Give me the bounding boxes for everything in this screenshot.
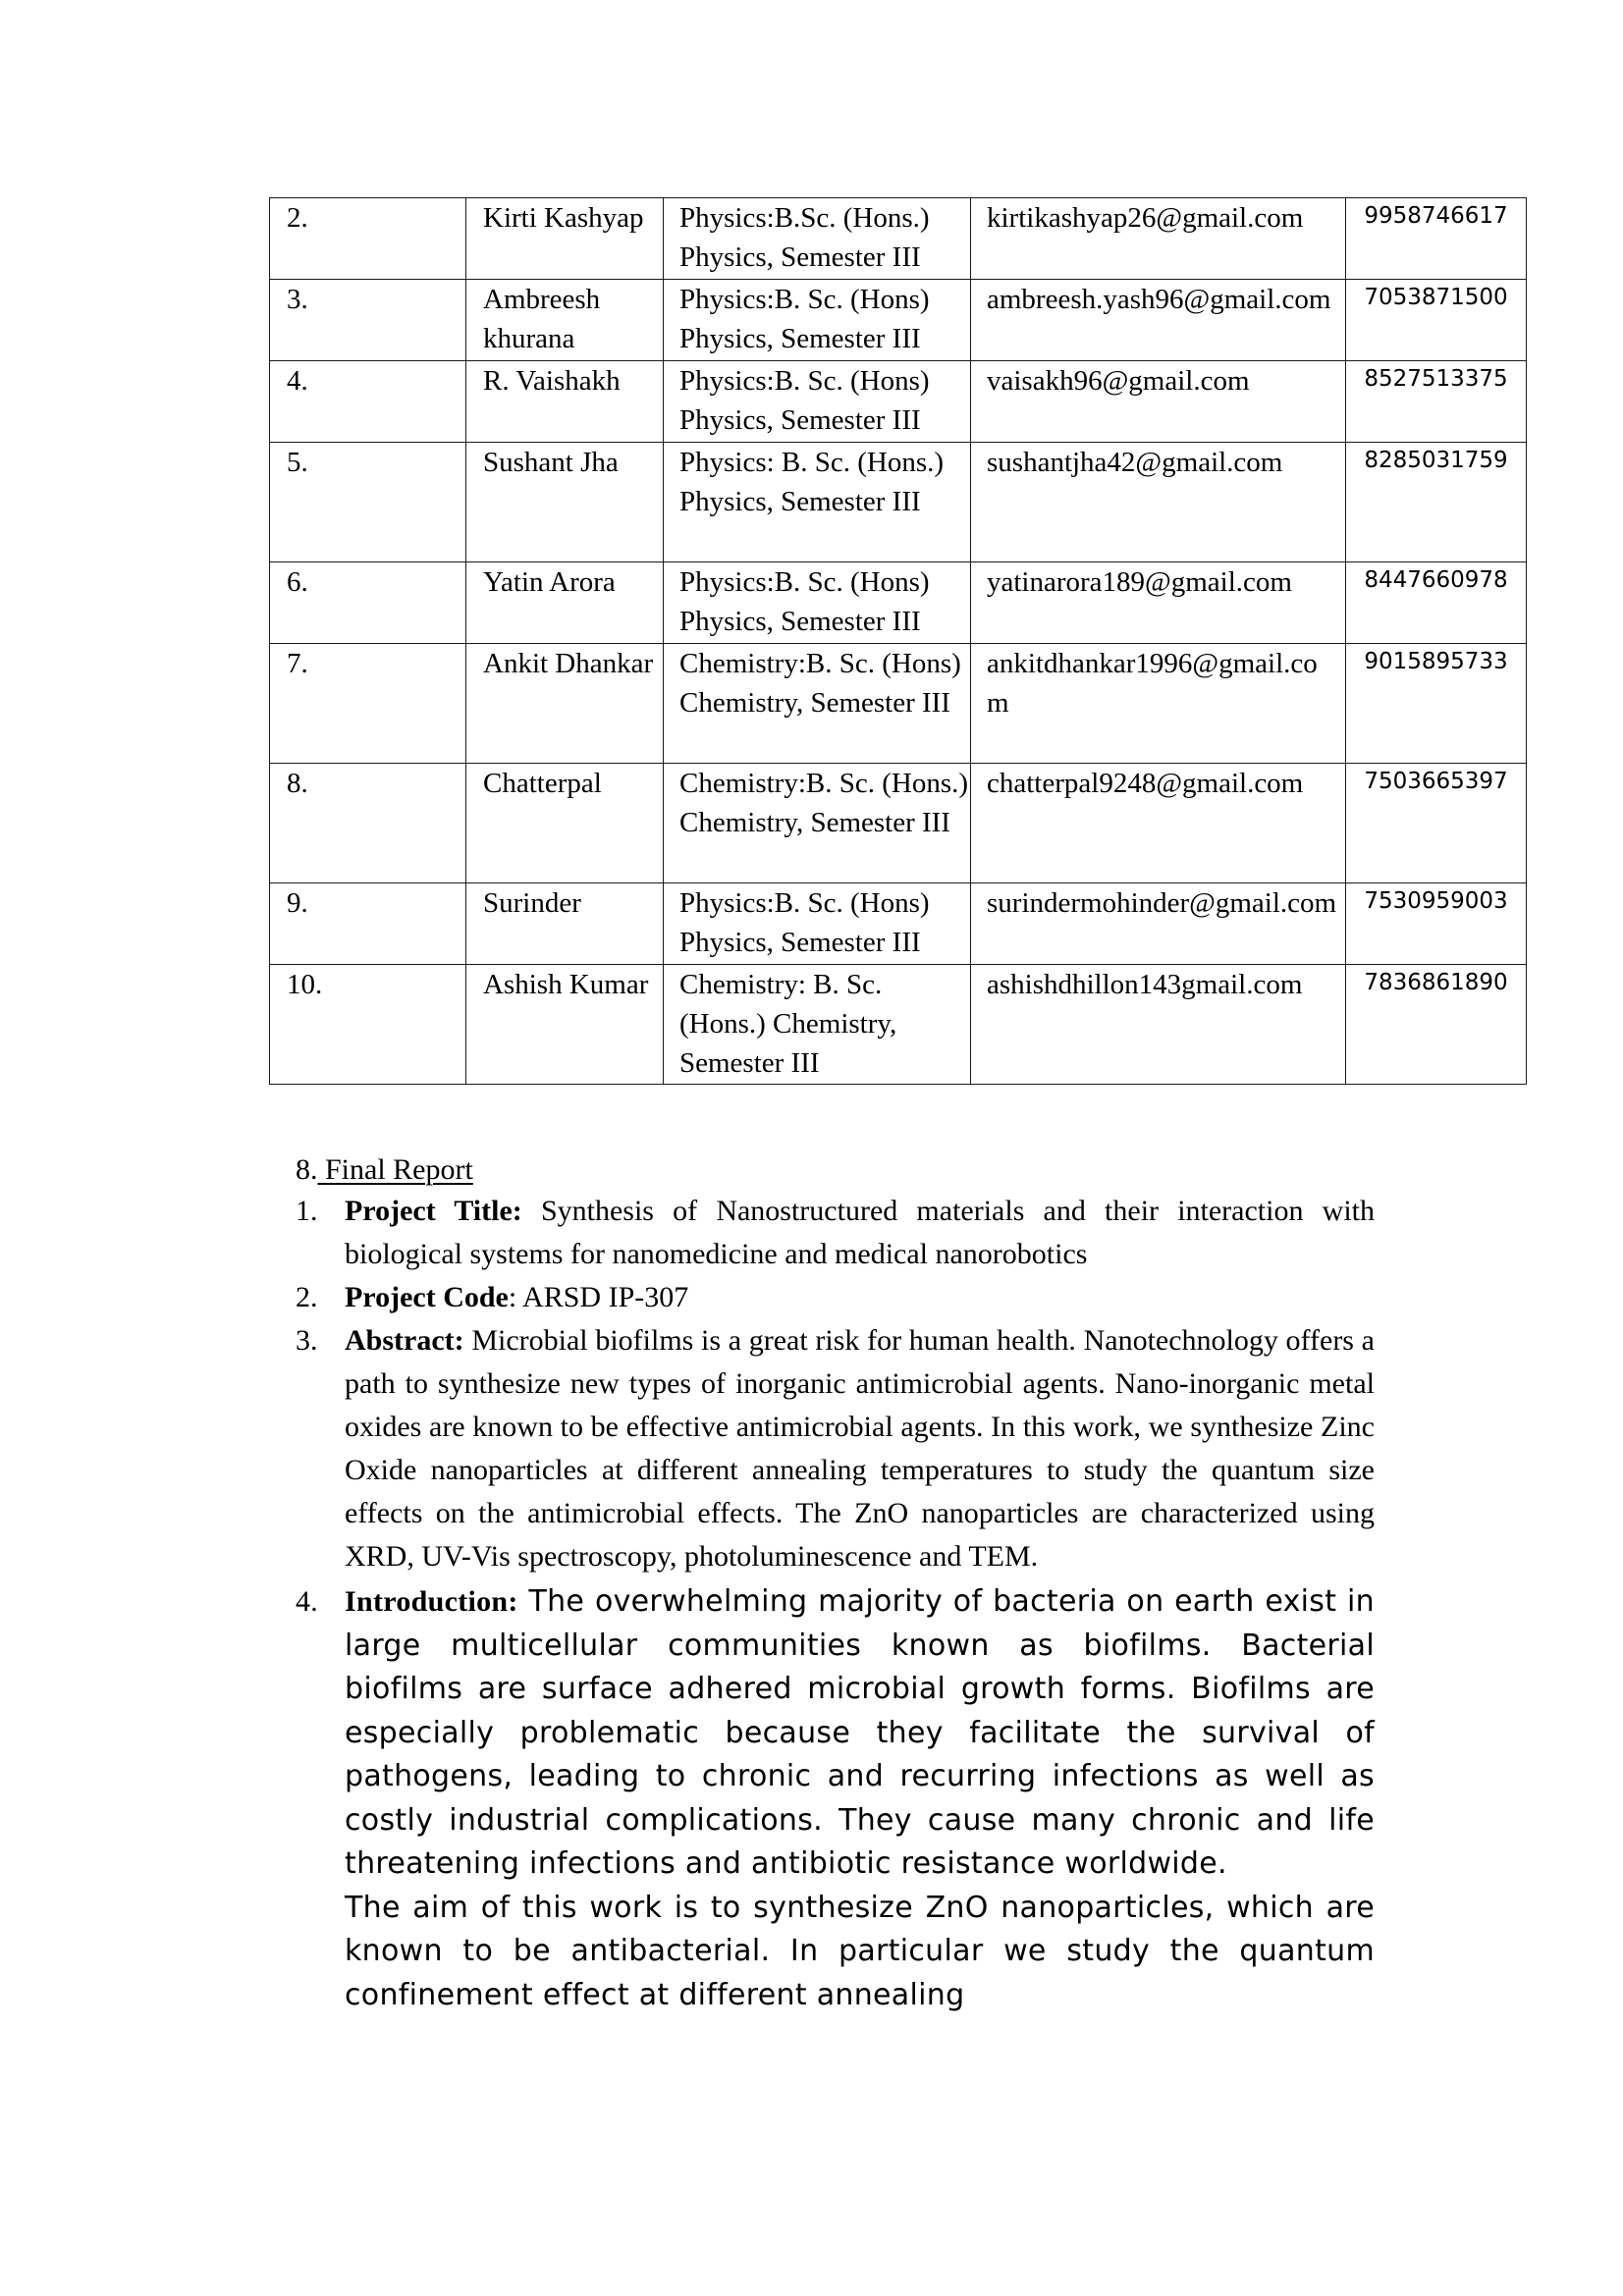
email-cell: kirtikashyap26@gmail.com [971, 198, 1346, 280]
abstract-text: Microbial biofilms is a great risk for human health. Nanotechnology offers a path to synthesize new types of inorganic antimicrobial agents. Nano-inorganic metal oxides are known to be effective antimicrobial agents. In this work, we synthesize Zinc Oxide nanoparticles at different annealing temperatures to study the quantum size effects on the antimicrobial effects. The ZnO nanoparticles are characterized using XRD, UV-Vis spectroscopy, photoluminescence and TEM. [345, 1324, 1375, 1573]
serial-number-cell: 9. [270, 883, 466, 965]
table-row [270, 562, 1527, 644]
item-label: Project Code [345, 1281, 509, 1313]
member-name-cell: Sushant Jha [466, 443, 664, 562]
member-name-cell: Kirti Kashyap [466, 198, 664, 280]
table-row [270, 443, 1527, 562]
table-row [270, 644, 1527, 764]
serial-number-cell: 5. [270, 443, 466, 562]
course-cell: Physics:B.Sc. (Hons.) Physics, Semester III [664, 198, 971, 280]
team-members-table [269, 197, 1527, 1085]
email-cell: ashishdhillon143gmail.com [971, 965, 1346, 1085]
phone-cell [1346, 764, 1527, 883]
phone-number: 8447660978 [1364, 567, 1508, 593]
email-cell: chatterpal9248@gmail.com [971, 764, 1346, 883]
item-number: 2. [296, 1281, 318, 1313]
introduction-aim-paragraph: The aim of this work is to synthesize ZnO nanoparticles, which are known to be antibacterial. In particular we study the quantum confinement effect at different annealing [345, 1890, 1375, 2012]
course-cell: Chemistry:B. Sc. (Hons.) Chemistry, Semester III [664, 764, 971, 883]
email-cell: yatinarora189@gmail.com [971, 562, 1346, 644]
serial-number-cell: 3. [270, 280, 466, 361]
email-cell: sushantjha42@gmail.com [971, 443, 1346, 562]
phone-number: 7530959003 [1364, 888, 1508, 914]
phone-cell [1346, 883, 1527, 965]
phone-cell [1346, 562, 1527, 644]
project-title-item [295, 1190, 1375, 1276]
table-row [270, 361, 1527, 443]
course-cell: Physics:B. Sc. (Hons) Physics, Semester III [664, 562, 971, 644]
project-title-text: Synthesis of Nanostructured materials and their interaction with biological systems for nanomedicine and medical nanorobotics [345, 1195, 1375, 1270]
member-name-cell: Ambreesh khurana [466, 280, 664, 361]
project-code-item [295, 1276, 1375, 1319]
member-name-cell: Yatin Arora [466, 562, 664, 644]
course-cell: Chemistry: B. Sc. (Hons.) Chemistry, Semester III [664, 965, 971, 1085]
email-cell: ankitdhankar1996@gmail.com [971, 644, 1346, 764]
phone-cell [1346, 443, 1527, 562]
phone-cell [1346, 965, 1527, 1085]
phone-number: 9015895733 [1364, 649, 1508, 674]
item-label: Introduction: [345, 1585, 518, 1618]
member-name-cell: Surinder [466, 883, 664, 965]
item-label: Abstract: [345, 1324, 464, 1357]
member-name-cell: Chatterpal [466, 764, 664, 883]
introduction-item [295, 1580, 1375, 2017]
phone-cell [1346, 644, 1527, 764]
course-cell: Chemistry:B. Sc. (Hons) Chemistry, Semester III [664, 644, 971, 764]
serial-number-cell: 2. [270, 198, 466, 280]
course-cell: Physics:B. Sc. (Hons) Physics, Semester III [664, 883, 971, 965]
phone-cell [1346, 280, 1527, 361]
introduction-text: The overwhelming majority of bacteria on earth exist in large multicellular communities known as biofilms. Bacterial biofilms are surface adhered microbial growth forms. Biofilms are especially problematic because they facilitate the survival of pathogens, leading to chronic and recurring infections as well as costly industrial complications. They cause many chronic and life threatening infections and antibiotic resistance worldwide. [345, 1584, 1375, 1881]
item-number: 4. [296, 1585, 319, 1618]
report-items-list [295, 1190, 1375, 2017]
member-name-cell: Ashish Kumar [466, 965, 664, 1085]
course-cell: Physics:B. Sc. (Hons) Physics, Semester III [664, 280, 971, 361]
section-number: 8. [296, 1153, 318, 1186]
phone-number: 7503665397 [1364, 769, 1508, 794]
item-number: 3. [296, 1324, 318, 1357]
table-row [270, 280, 1527, 361]
item-number: 1. [296, 1195, 318, 1227]
phone-number: 7053871500 [1364, 285, 1508, 310]
email-cell: vaisakh96@gmail.com [971, 361, 1346, 443]
serial-number-cell: 4. [270, 361, 466, 443]
abstract-item [295, 1319, 1375, 1578]
course-cell: Physics: B. Sc. (Hons.) Physics, Semester III [664, 443, 971, 562]
serial-number-cell: 10. [270, 965, 466, 1085]
serial-number-cell: 7. [270, 644, 466, 764]
phone-number: 8527513375 [1364, 366, 1508, 392]
item-label: Project Title: [345, 1195, 522, 1227]
final-report-section [295, 1150, 1375, 2017]
phone-number: 7836861890 [1364, 970, 1508, 995]
table-row [270, 965, 1527, 1085]
serial-number-cell: 6. [270, 562, 466, 644]
table-row [270, 883, 1527, 965]
phone-cell [1346, 198, 1527, 280]
member-name-cell: R. Vaishakh [466, 361, 664, 443]
phone-number: 8285031759 [1364, 448, 1508, 473]
project-code-text: : ARSD IP-307 [508, 1281, 689, 1313]
course-cell: Physics:B. Sc. (Hons) Physics, Semester III [664, 361, 971, 443]
serial-number-cell: 8. [270, 764, 466, 883]
email-cell: ambreesh.yash96@gmail.com [971, 280, 1346, 361]
email-cell: surindermohinder@gmail.com [971, 883, 1346, 965]
phone-cell [1346, 361, 1527, 443]
section-heading [295, 1150, 1375, 1190]
table-row [270, 764, 1527, 883]
table-row [270, 198, 1527, 280]
phone-number: 9958746617 [1364, 203, 1508, 229]
section-title: Final Report [317, 1153, 473, 1186]
member-name-cell: Ankit Dhankar [466, 644, 664, 764]
